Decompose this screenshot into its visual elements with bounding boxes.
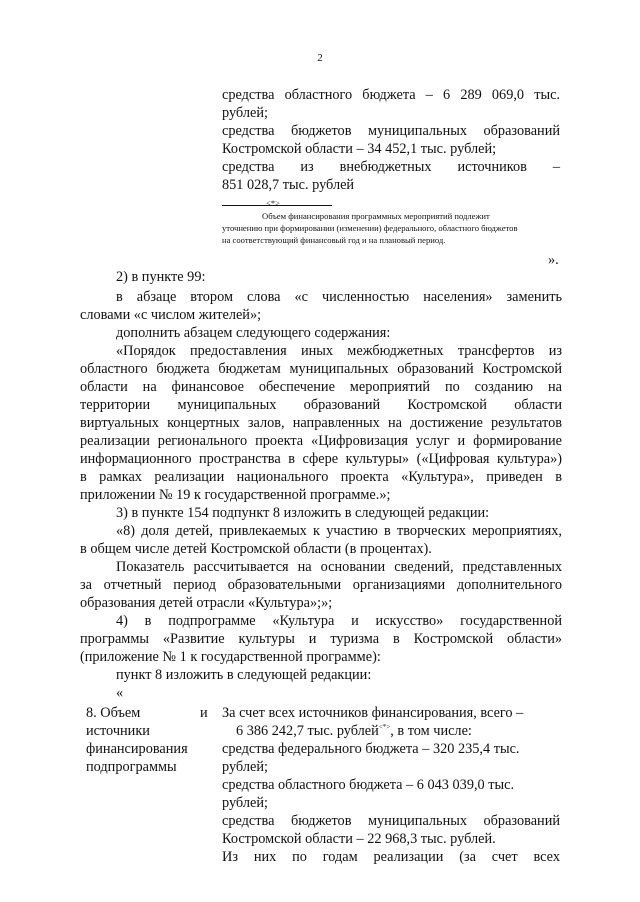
body-line: пункт 8 изложить в следующей редакции: [116, 667, 372, 683]
body-line: 2) в пункте 99: [116, 269, 206, 285]
body-line: словами «с числом жителей»; [80, 307, 262, 323]
page-number: 2 [317, 52, 323, 64]
body-line: в общем числе детей Костромской области (в процентах). [80, 541, 432, 557]
body-line: « [116, 685, 124, 701]
top-line-3: средства бюджетов муниципальных образований [222, 123, 560, 139]
table-right-line-7: средства бюджетов муниципальных образований [222, 813, 560, 829]
total-amount: 6 386 242,7 тыс. рублей [236, 723, 379, 739]
table-right-line-4: рублей; [222, 759, 268, 775]
top-line-1: средства областного бюджета – 6 289 069,0 тыс. [222, 87, 560, 103]
body-line: «8) доля детей, привлекаемых к участию в творческих мероприятиях, [116, 523, 562, 539]
body-line: дополнить абзацем следующего содержания: [116, 325, 391, 341]
body-line: в рамках реализации национального проекта «Культура», приведен в [80, 469, 562, 485]
total-tail: , в том числе: [390, 723, 472, 739]
table-right-line-6: рублей; [222, 795, 268, 811]
top-line-2: рублей; [222, 105, 268, 121]
top-line-4: Костромской области – 34 452,1 тыс. рублей; [222, 141, 497, 157]
body-line: за отчетный период образовательными организациями дополнительного [80, 577, 562, 593]
body-line: в абзаце втором слова «с численностью населения» заменить [116, 289, 562, 305]
table-right-line-8: Костромской области – 22 968,3 тыс. рублей. [222, 831, 496, 847]
body-line: приложении № 19 к государственной программе.»; [80, 487, 391, 503]
table-right-line-2 [236, 722, 472, 740]
body-line: программы «Развитие культуры и туризма в Костромской области» [80, 631, 562, 647]
body-line: «Порядок предоставления иных межбюджетных трансфертов из [116, 343, 562, 359]
footnote-line-2: уточнению при формировании (изменении) федерального, областного бюджетов [222, 223, 518, 233]
footnote-line-3: на соответствующий финансовый год и на плановый период. [222, 235, 446, 245]
table-left-line-2: источники [86, 723, 150, 739]
table-right-line-5: средства областного бюджета – 6 043 039,0 тыс. [222, 777, 515, 793]
body-line: (приложение № 1 к государственной программе): [80, 649, 381, 665]
table-left-line-1: 8. Объем [86, 705, 141, 721]
footnote-marker: <*> [266, 198, 280, 208]
table-left-line-3: финансирования [86, 741, 188, 757]
table-right-line-1: За счет всех источников финансирования, всего – [222, 705, 524, 721]
footnote-ref: <*> [378, 723, 391, 732]
footnote-line-1: Объем финансирования программных мероприятий подлежит [262, 211, 490, 221]
body-line: информационного пространства в сфере культуры» («Цифровая культура») [80, 451, 562, 467]
table-left-and: и [200, 705, 208, 721]
top-line-6: 851 028,7 тыс. рублей [222, 177, 355, 193]
body-line: образования детей отрасли «Культура»;»; [80, 595, 333, 611]
body-line: 4) в подпрограмме «Культура и искусство» государственной [116, 613, 562, 629]
top-line-5: средства из внебюджетных источников – [222, 159, 560, 175]
body-line: области на финансовое обеспечение мероприятий по созданию на [80, 379, 562, 395]
body-line: 3) в пункте 154 подпункт 8 изложить в следующей редакции: [116, 505, 490, 521]
body-line: виртуальных концертных залов, направленных на достижение результатов [80, 415, 562, 431]
body-line: реализации регионального проекта «Цифровизация услуг и формирование [80, 433, 562, 449]
body-line: областного бюджета бюджетам муниципальных образований Костромской [80, 361, 562, 377]
table-right-line-9: Из них по годам реализации (за счет всех [222, 849, 560, 865]
closing-quote: ». [548, 252, 559, 268]
table-left-line-4: подпрограммы [86, 759, 177, 775]
table-right-line-3: средства федерального бюджета – 320 235,4 тыс. [222, 741, 520, 757]
body-line: Показатель рассчитывается на основании сведений, представленных [116, 559, 562, 575]
body-line: территории муниципальных образований Костромской области [80, 397, 562, 413]
